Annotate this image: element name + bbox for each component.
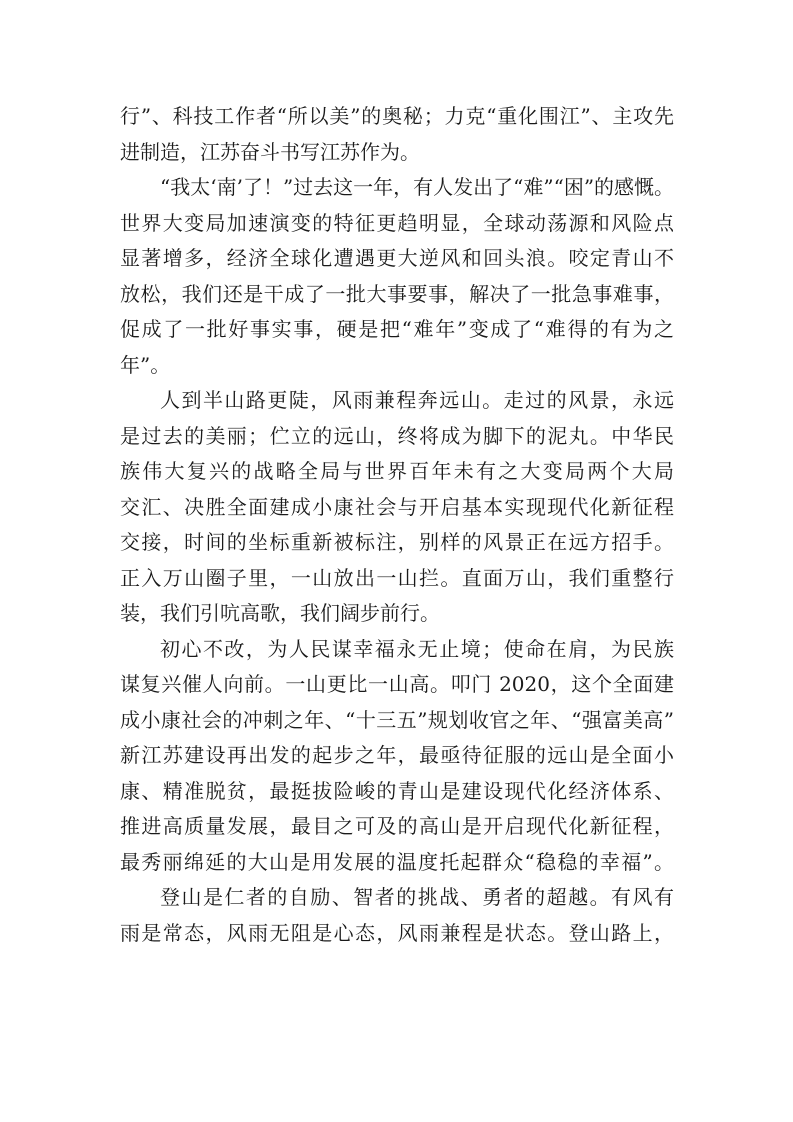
text-line: 登山是仁者的自励、智者的挑战、勇者的超越。有风有 [160,885,674,909]
text-line: 年”。 [120,352,171,377]
text-line: 最秀丽绵延的大山是用发展的温度托起群众“稳稳的幸福”。 [120,849,674,874]
text-line: 装，我们引吭高歌，我们阔步前行。 [120,601,440,625]
text-line: 新江苏建设再出发的起步之年，最亟待征服的远山是全面小 [120,743,674,767]
text-line: 族伟大复兴的战略全局与世界百年未有之大变局两个大局 [120,459,674,483]
paragraph-3 [120,383,674,632]
text-line: 显著增多，经济全球化遭遇更大逆风和回头浪。咬定青山不 [120,246,674,270]
paragraph-2 [120,170,674,383]
text-line: 促成了一批好事实事，硬是把“难年”变成了“难得的有为之 [120,317,674,341]
text-line: 放松，我们还是干成了一批大事要事，解决了一批急事难事， [120,281,674,306]
text-line: 康、精准脱贫，最挺拔险峻的青山是建设现代化经济体系、 [120,778,674,803]
text-line: 人到半山路更陡，风雨兼程奔远山。走过的风景，永远 [160,388,674,412]
text-line: 世界大变局加速演变的特征更趋明显，全球动荡源和风险点 [120,210,674,235]
paragraph-1 [120,99,674,170]
text-line: 行”、科技工作者“所以美”的奥秘；力克“重化围江”、主攻先 [120,104,674,128]
paragraph-5 [120,880,674,951]
text-line: 成小康社会的冲刺之年、“十三五”规划收官之年、“强富美高” [120,707,674,732]
text-line: 初心不改，为人民谋幸福永无止境；使命在肩，为民族 [160,636,674,661]
paragraph-4 [120,632,674,881]
text-line: 进制造，江苏奋斗书写江苏作为。 [120,139,420,164]
text-line: 推进高质量发展，最目之可及的高山是开启现代化新征程， [120,814,674,838]
text-line: 谋复兴催人向前。一山更比一山高。叩门 2020，这个全面建 [120,672,674,696]
text-line: 正入万山圈子里，一山放出一山拦。直面万山，我们重整行 [120,565,674,590]
text-line: 是过去的美丽；伫立的远山，终将成为脚下的泥丸。中华民 [120,423,674,448]
text-line: 雨是常态，风雨无阻是心态，风雨兼程是状态。登山路上， [120,920,674,945]
text-line: 交汇、决胜全面建成小康社会与开启基本实现现代化新征程 [120,494,674,519]
body-text [120,99,674,951]
text-line: “我太‘南’了！”过去这一年，有人发出了“难”“困”的感慨。 [160,175,675,199]
text-line: 交接，时间的坐标重新被标注，别样的风景正在远方招手。 [120,530,674,554]
